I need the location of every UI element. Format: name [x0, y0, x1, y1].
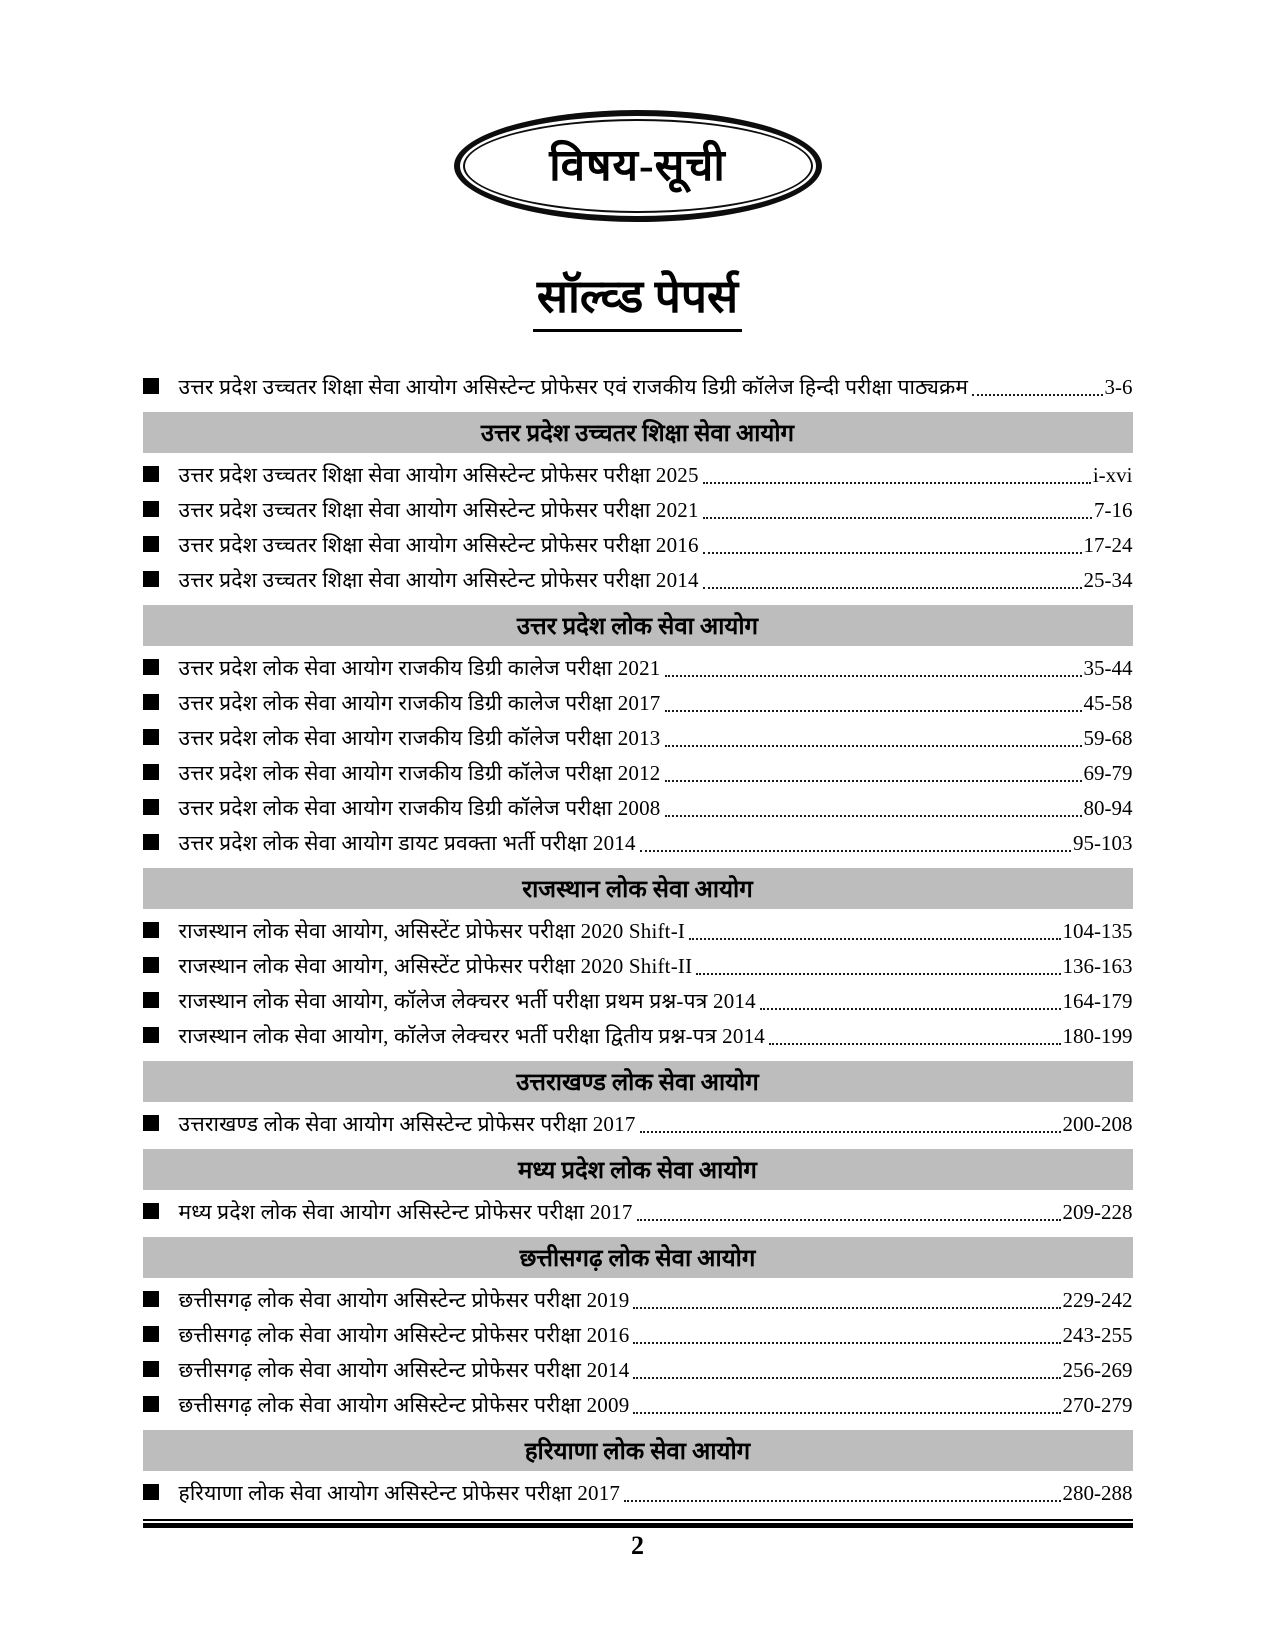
entry-page-range: 45-58 [1083, 691, 1133, 715]
dotted-leader [769, 1043, 1061, 1045]
dotted-leader [633, 1412, 1060, 1414]
toc-entry [143, 370, 1133, 405]
entry-label: राजस्थान लोक सेवा आयोग, असिस्टेंट प्रोफेसर परीक्षा 2020 Shift-I [178, 919, 686, 943]
bullet-square-icon [143, 957, 159, 973]
toc-page [0, 110, 1275, 1650]
entry-page-range: 180-199 [1062, 1024, 1133, 1048]
toc-entry [143, 1353, 1133, 1388]
section-header [143, 1061, 1133, 1102]
bullet-square-icon [143, 1027, 159, 1043]
bullet-square-icon [143, 1115, 159, 1131]
entry-page-range: 200-208 [1062, 1112, 1133, 1136]
section-header [143, 412, 1133, 453]
entry-label: छत्तीसगढ़ लोक सेवा आयोग असिस्टेन्ट प्रोफेसर परीक्षा 2009 [178, 1393, 630, 1417]
dotted-leader [640, 1131, 1061, 1133]
entry-label: छत्तीसगढ़ लोक सेवा आयोग असिस्टेन्ट प्रोफेसर परीक्षा 2019 [178, 1288, 630, 1312]
toc-entry [143, 949, 1133, 984]
section-header-title: हरियाणा लोक सेवा आयोग [524, 1439, 751, 1465]
dotted-leader [665, 780, 1082, 782]
page-heading [0, 264, 1275, 332]
toc-entry [143, 1318, 1133, 1353]
entry-page-range: 243-255 [1062, 1323, 1133, 1347]
dotted-leader [633, 1377, 1060, 1379]
entry-label: राजस्थान लोक सेवा आयोग, कॉलेज लेक्चरर भर्ती परीक्षा प्रथम प्रश्न-पत्र 2014 [178, 989, 756, 1013]
contents-badge [454, 110, 822, 222]
toc-entry [143, 826, 1133, 861]
dotted-leader [665, 675, 1082, 677]
dotted-leader [665, 745, 1082, 747]
bullet-square-icon [143, 659, 159, 675]
footer-rule [143, 1519, 1133, 1529]
entry-label: उत्तर प्रदेश उच्चतर शिक्षा सेवा आयोग असिस्टेन्ट प्रोफेसर परीक्षा 2025 [178, 463, 699, 487]
section-header-title: उत्तर प्रदेश उच्चतर शिक्षा सेवा आयोग [480, 421, 795, 447]
entry-label: मध्य प्रदेश लोक सेवा आयोग असिस्टेन्ट प्रोफेसर परीक्षा 2017 [178, 1200, 633, 1224]
entry-label: उत्तर प्रदेश लोक सेवा आयोग राजकीय डिग्री कॉलेज परीक्षा 2012 [178, 761, 661, 785]
dotted-leader [665, 815, 1082, 817]
entry-page-range: 209-228 [1062, 1200, 1133, 1224]
section-header [143, 1237, 1133, 1278]
bullet-square-icon [143, 799, 159, 815]
bullet-square-icon [143, 764, 159, 780]
toc-list [143, 370, 1133, 1511]
entry-page-range: 256-269 [1062, 1358, 1133, 1382]
dotted-leader [703, 552, 1082, 554]
entry-label: उत्तर प्रदेश लोक सेवा आयोग राजकीय डिग्री कॉलेज परीक्षा 2013 [178, 726, 661, 750]
dotted-leader [640, 850, 1071, 852]
dotted-leader [696, 973, 1060, 975]
section-header [143, 1149, 1133, 1190]
bullet-square-icon [143, 729, 159, 745]
page-number: 2 [631, 1531, 644, 1560]
toc-entry [143, 756, 1133, 791]
entry-label: उत्तर प्रदेश लोक सेवा आयोग डायट प्रवक्ता भर्ती परीक्षा 2014 [178, 831, 636, 855]
section-header-title: राजस्थान लोक सेवा आयोग [522, 877, 753, 903]
entry-label: उत्तर प्रदेश लोक सेवा आयोग राजकीय डिग्री कालेज परीक्षा 2017 [178, 691, 661, 715]
section-header-title: उत्तराखण्ड लोक सेवा आयोग [516, 1070, 759, 1096]
entry-page-range: 7-16 [1094, 498, 1133, 522]
entry-label: राजस्थान लोक सेवा आयोग, असिस्टेंट प्रोफेसर परीक्षा 2020 Shift-II [178, 954, 693, 978]
bullet-square-icon [143, 834, 159, 850]
toc-entry [143, 1195, 1133, 1230]
entry-page-range: 229-242 [1062, 1288, 1133, 1312]
bullet-square-icon [143, 466, 159, 482]
dotted-leader [665, 710, 1082, 712]
dotted-leader [703, 482, 1091, 484]
toc-entry [143, 1388, 1133, 1423]
bullet-square-icon [143, 1484, 159, 1500]
section-header-title: छत्तीसगढ़ लोक सेवा आयोग [519, 1246, 756, 1272]
entry-page-range: 270-279 [1062, 1393, 1133, 1417]
entry-page-range: 17-24 [1083, 533, 1133, 557]
entry-page-range: 280-288 [1062, 1481, 1133, 1505]
page-footer [143, 1519, 1133, 1561]
toc-entry [143, 791, 1133, 826]
section-header-title: उत्तर प्रदेश लोक सेवा आयोग [516, 614, 759, 640]
section-header-title: मध्य प्रदेश लोक सेवा आयोग [518, 1158, 757, 1184]
entry-page-range: 25-34 [1083, 568, 1133, 592]
entry-page-range: 35-44 [1083, 656, 1133, 680]
toc-entry [143, 984, 1133, 1019]
dotted-leader [689, 938, 1060, 940]
entry-page-range: i-xvi [1092, 463, 1133, 487]
toc-entry [143, 1107, 1133, 1142]
bullet-square-icon [143, 922, 159, 938]
dotted-leader [633, 1307, 1060, 1309]
entry-label: उत्तर प्रदेश उच्चतर शिक्षा सेवा आयोग असिस्टेन्ट प्रोफेसर परीक्षा 2016 [178, 533, 699, 557]
dotted-leader [624, 1500, 1060, 1502]
toc-entry [143, 493, 1133, 528]
entry-page-range: 104-135 [1062, 919, 1133, 943]
entry-page-range: 59-68 [1083, 726, 1133, 750]
bullet-square-icon [143, 536, 159, 552]
dotted-leader [760, 1008, 1061, 1010]
entry-page-range: 136-163 [1062, 954, 1133, 978]
bullet-square-icon [143, 378, 159, 394]
toc-entry [143, 914, 1133, 949]
toc-entry [143, 528, 1133, 563]
entry-label: छत्तीसगढ़ लोक सेवा आयोग असिस्टेन्ट प्रोफेसर परीक्षा 2014 [178, 1358, 630, 1382]
section-header [143, 1430, 1133, 1471]
bullet-square-icon [143, 1361, 159, 1377]
entry-page-range: 80-94 [1083, 796, 1133, 820]
footer-rule-thin [143, 1519, 1133, 1521]
dotted-leader [972, 394, 1102, 396]
entry-label: उत्तराखण्ड लोक सेवा आयोग असिस्टेन्ट प्रोफेसर परीक्षा 2017 [178, 1112, 636, 1136]
page-heading-text: सॉल्व्ड पेपर्स [533, 264, 742, 332]
entry-label: उत्तर प्रदेश उच्चतर शिक्षा सेवा आयोग असिस्टेन्ट प्रोफेसर परीक्षा 2014 [178, 568, 699, 592]
entry-label: राजस्थान लोक सेवा आयोग, कॉलेज लेक्चरर भर्ती परीक्षा द्वितीय प्रश्न-पत्र 2014 [178, 1024, 765, 1048]
entry-page-range: 95-103 [1073, 831, 1133, 855]
bullet-square-icon [143, 1326, 159, 1342]
bullet-square-icon [143, 1396, 159, 1412]
dotted-leader [633, 1342, 1060, 1344]
bullet-square-icon [143, 694, 159, 710]
section-header [143, 868, 1133, 909]
entry-label: उत्तर प्रदेश उच्चतर शिक्षा सेवा आयोग असिस्टेन्ट प्रोफेसर परीक्षा 2021 [178, 498, 699, 522]
bullet-square-icon [143, 1203, 159, 1219]
toc-entry [143, 1019, 1133, 1054]
entry-page-range: 3-6 [1104, 375, 1133, 399]
bullet-square-icon [143, 992, 159, 1008]
entry-page-range: 164-179 [1062, 989, 1133, 1013]
toc-entry [143, 563, 1133, 598]
toc-entry [143, 1476, 1133, 1511]
dotted-leader [703, 587, 1082, 589]
toc-entry [143, 651, 1133, 686]
footer-rule-thick [143, 1523, 1133, 1528]
toc-entry [143, 721, 1133, 756]
contents-badge-inner-ring [463, 119, 813, 213]
bullet-square-icon [143, 501, 159, 517]
toc-entry [143, 458, 1133, 493]
section-header [143, 605, 1133, 646]
bullet-square-icon [143, 1291, 159, 1307]
entry-label: उत्तर प्रदेश लोक सेवा आयोग राजकीय डिग्री कॉलेज परीक्षा 2008 [178, 796, 661, 820]
entry-label: उत्तर प्रदेश उच्चतर शिक्षा सेवा आयोग असिस्टेन्ट प्रोफेसर एवं राजकीय डिग्री कॉलेज हिन्दी परीक्षा पाठ्यक्रम [178, 375, 969, 399]
dotted-leader [703, 517, 1092, 519]
dotted-leader [637, 1219, 1061, 1221]
entry-label: छत्तीसगढ़ लोक सेवा आयोग असिस्टेन्ट प्रोफेसर परीक्षा 2016 [178, 1323, 630, 1347]
entry-page-range: 69-79 [1083, 761, 1133, 785]
entry-label: हरियाणा लोक सेवा आयोग असिस्टेन्ट प्रोफेसर परीक्षा 2017 [178, 1481, 621, 1505]
toc-entry [143, 686, 1133, 721]
badge-title: विषय-सूची [549, 141, 726, 190]
toc-entry [143, 1283, 1133, 1318]
entry-label: उत्तर प्रदेश लोक सेवा आयोग राजकीय डिग्री कालेज परीक्षा 2021 [178, 656, 661, 680]
bullet-square-icon [143, 571, 159, 587]
